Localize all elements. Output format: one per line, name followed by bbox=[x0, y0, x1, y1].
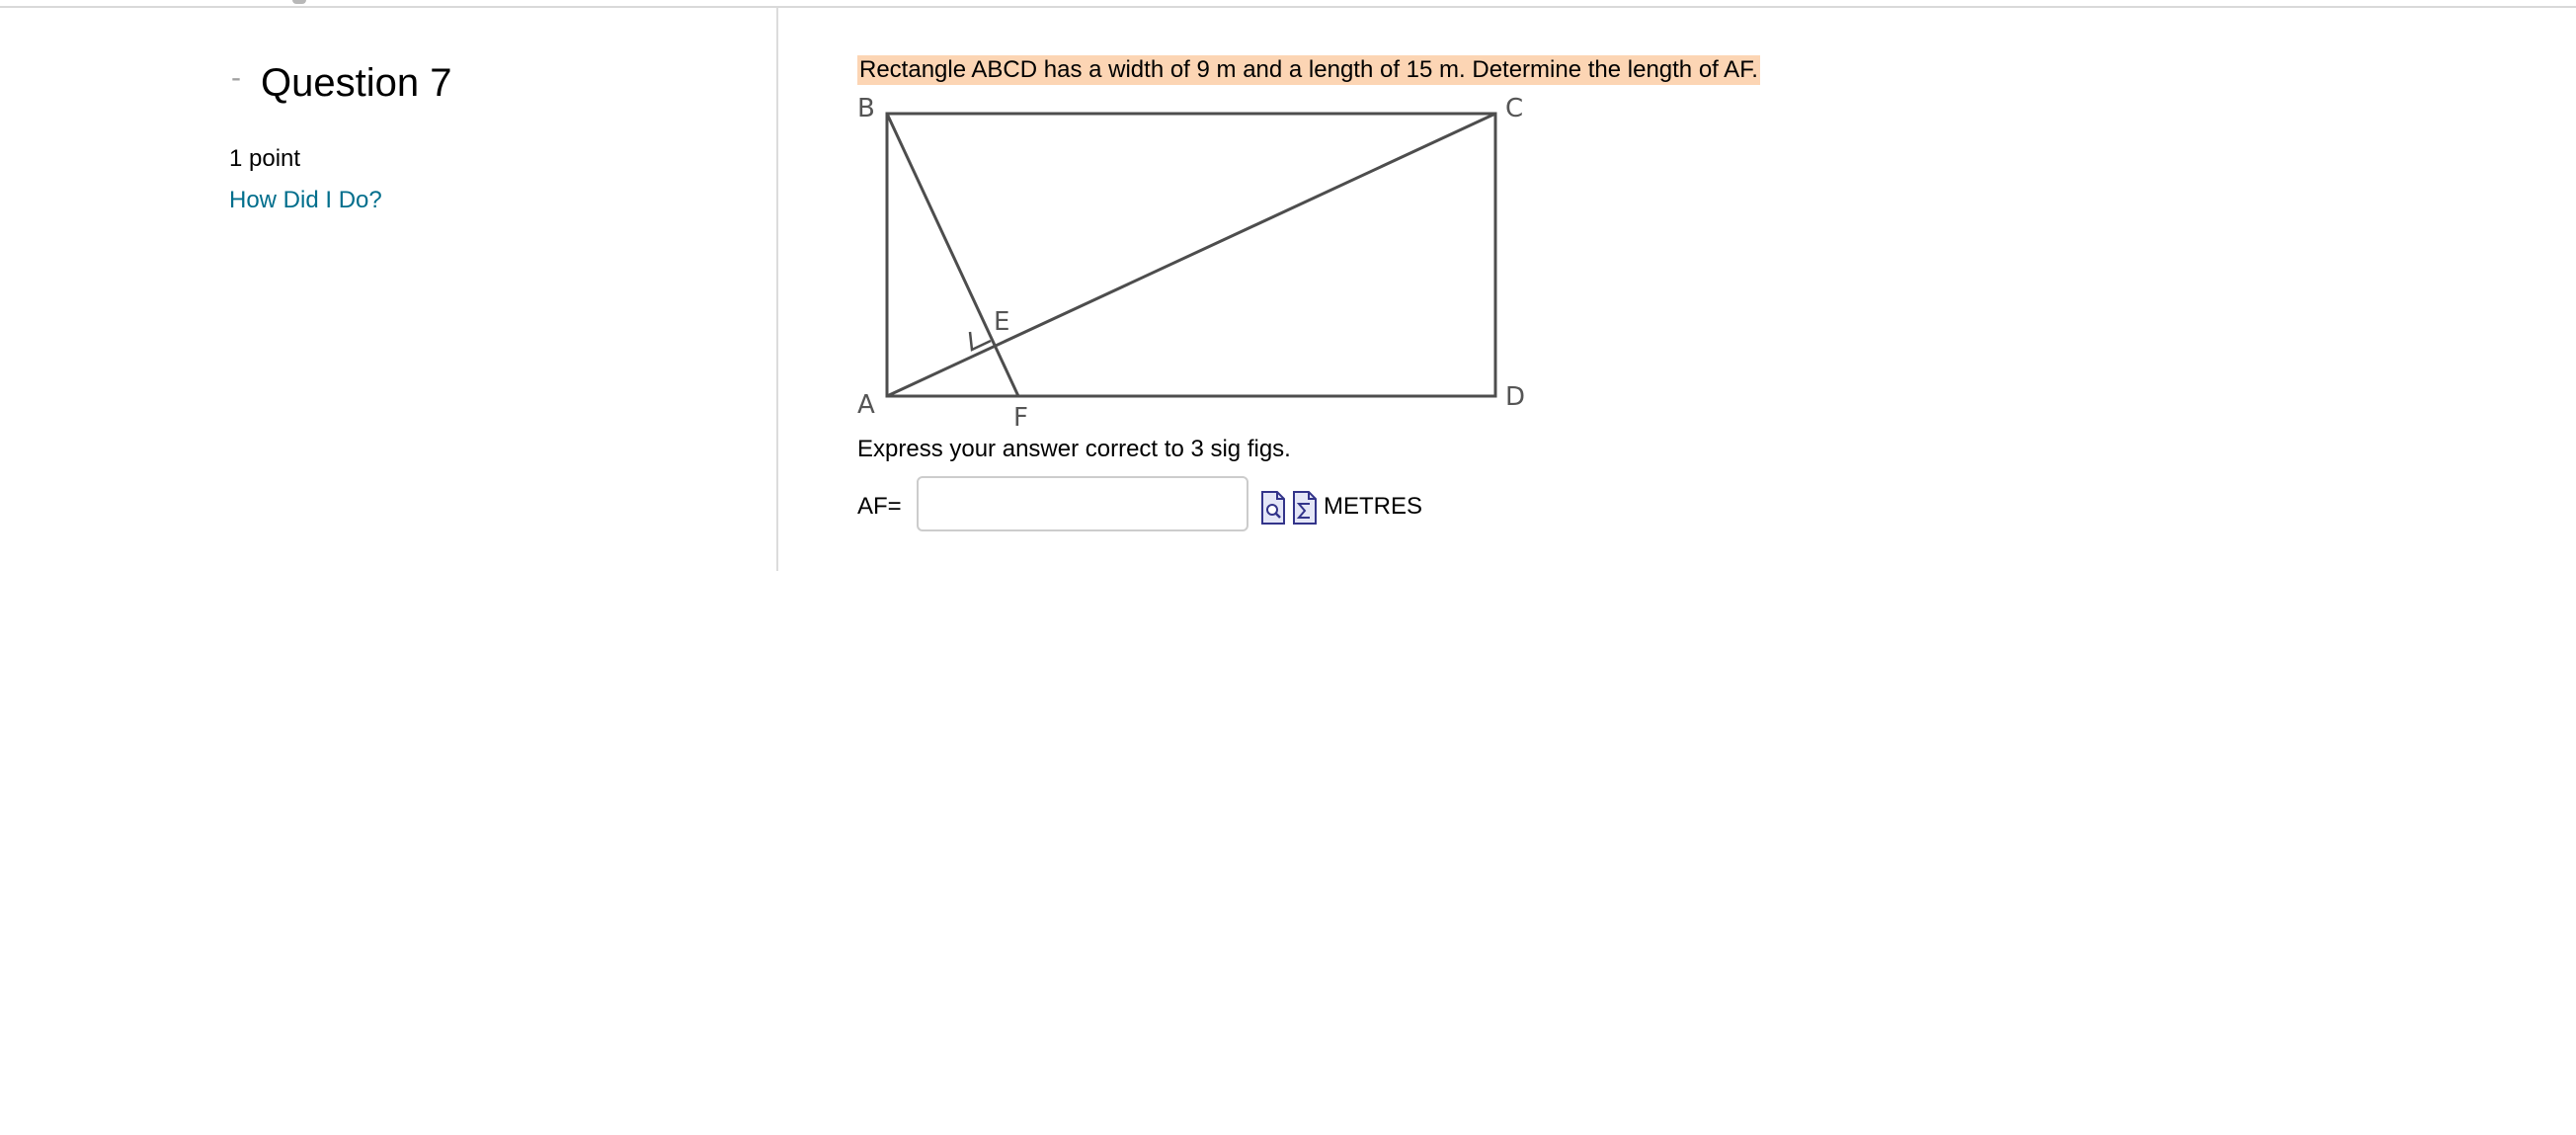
top-scroll-indicator bbox=[292, 0, 306, 4]
label-e: E bbox=[994, 307, 1010, 337]
label-f: F bbox=[1013, 403, 1028, 433]
answer-input[interactable] bbox=[917, 476, 1248, 531]
answer-instruction: Express your answer correct to 3 sig figs. bbox=[857, 436, 1291, 462]
column-divider bbox=[776, 8, 778, 571]
unit-label: METRES bbox=[1324, 493, 1423, 520]
label-b: B bbox=[857, 94, 875, 123]
answer-label: AF= bbox=[857, 493, 902, 520]
top-divider bbox=[0, 6, 2576, 8]
diagonal-ac bbox=[887, 114, 1495, 396]
question-title: Question 7 bbox=[261, 61, 452, 105]
question-prompt: Rectangle ABCD has a width of 9 m and a length of 15 m. Determine the length of AF. bbox=[859, 56, 1758, 83]
right-angle-marker bbox=[970, 332, 991, 350]
question-points: 1 point bbox=[229, 145, 301, 172]
label-a: A bbox=[857, 390, 875, 420]
equation-editor-icon[interactable] bbox=[1292, 490, 1318, 526]
label-d: D bbox=[1505, 382, 1526, 412]
label-c: C bbox=[1505, 94, 1524, 123]
preview-icon[interactable] bbox=[1260, 490, 1286, 526]
how-did-i-do-link[interactable]: How Did I Do? bbox=[229, 187, 382, 213]
collapse-toggle[interactable]: - bbox=[231, 61, 241, 94]
rectangle-diagram bbox=[849, 87, 1541, 433]
segment-bf bbox=[887, 114, 1018, 396]
